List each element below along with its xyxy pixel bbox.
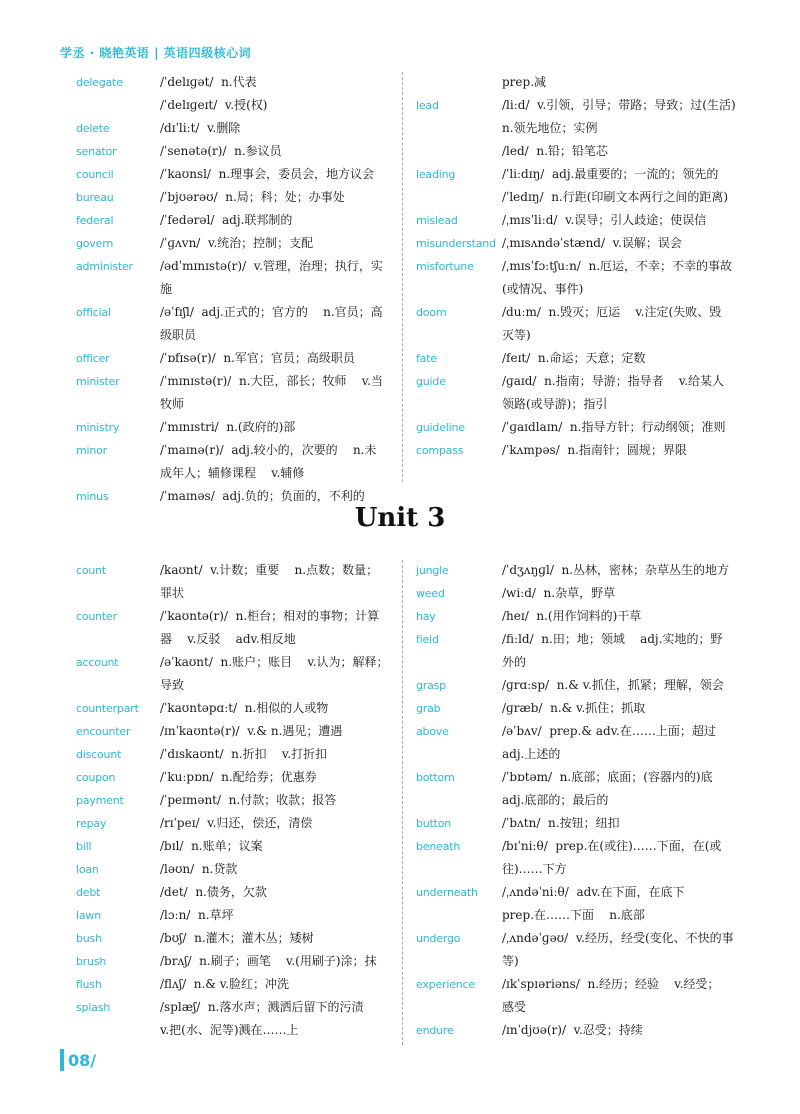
- definition-line: /ˈɡʌvn/ v.统治；控制；支配: [160, 236, 314, 250]
- definition-line: /ˈmɪnɪstri/ n.(政府的)部: [160, 420, 296, 434]
- headword: bush: [76, 932, 102, 945]
- vocab-entry: [416, 812, 746, 835]
- definition-line: 感受: [502, 1000, 527, 1014]
- headword: misunderstand: [416, 237, 496, 250]
- vocab-entry: [76, 347, 394, 370]
- definition-line: /flʌʃ/ n.& v.脸红；冲洗: [160, 977, 289, 991]
- headword: misfortune: [416, 260, 474, 273]
- definition-line: /liːd/ v.引领，引导；带路；导致；过(生活): [502, 98, 736, 112]
- definition-line: /led/ n.铅；铅笔芯: [502, 144, 608, 158]
- headword: field: [416, 633, 439, 646]
- definition-line: /ˈɡaɪdlaɪn/ n.指导方针；行动纲领；准则: [502, 420, 726, 434]
- headword: delegate: [76, 76, 123, 89]
- vocab-entry: [76, 163, 394, 186]
- headword: splash: [76, 1001, 111, 1014]
- headword: endure: [416, 1024, 454, 1037]
- vocab-entry: [416, 927, 746, 973]
- vocab-entry: [76, 71, 394, 117]
- headword: repay: [76, 817, 107, 830]
- vocab-entry: [76, 140, 394, 163]
- definition-line: /ˌmɪsʌndəˈstænd/ v.误解；误会: [502, 236, 682, 250]
- vocab-entry: [416, 720, 746, 766]
- book-header: 学丞 · 晓艳英语 | 英语四级核心词: [60, 46, 252, 60]
- definition-line: 导致: [160, 678, 185, 692]
- definition-line: /rɪˈpeɪ/ v.归还，偿还，清偿: [160, 816, 313, 830]
- vocab-entry: [416, 881, 746, 927]
- vocab-entry: [76, 605, 394, 651]
- definition-line: 等): [502, 954, 519, 968]
- definition-line: /ˈpeɪmənt/ n.付款；收款；报答: [160, 793, 337, 807]
- unit-title: Unit 3: [354, 503, 446, 533]
- vocab-entry: [416, 582, 746, 605]
- headword: underneath: [416, 886, 478, 899]
- headword: hay: [416, 610, 436, 623]
- headword: coupon: [76, 771, 116, 784]
- headword: undergo: [416, 932, 461, 945]
- definition-line: /wiːd/ n.杂草，野草: [502, 586, 616, 600]
- vocab-entry: [416, 232, 746, 255]
- vocab-entry: [416, 973, 746, 1019]
- definition-line: /ɡræb/ n.& v.抓住；抓取: [502, 701, 646, 715]
- definition-line: /əˈfɪʃl/ adj.正式的；官方的 n.官员；高: [160, 305, 383, 319]
- headword: senator: [76, 145, 117, 158]
- vocab-entry: [76, 186, 394, 209]
- vocab-entry: [416, 94, 746, 163]
- definition-line: adj.底部的；最后的: [502, 793, 609, 807]
- headword: experience: [416, 978, 475, 991]
- headword: loan: [76, 863, 99, 876]
- vocab-entry: [416, 697, 746, 720]
- headword: lawn: [76, 909, 101, 922]
- vocab-entry: [76, 927, 394, 950]
- vocab-entry: [76, 697, 394, 720]
- vocab-entry: [416, 674, 746, 697]
- headword: minor: [76, 444, 107, 457]
- definition-line: /det/ n.债务，欠款: [160, 885, 267, 899]
- headword: official: [76, 306, 111, 319]
- definition-line: /kaʊnt/ v.计数；重要 n.点数；数量；: [160, 563, 379, 577]
- definition-line: /ˈkaʊnsl/ n.理事会，委员会，地方议会: [160, 167, 375, 181]
- headword: federal: [76, 214, 114, 227]
- definition-line: /ˈledɪŋ/ n.行距(印刷文本两行之间的距离): [502, 190, 729, 204]
- definition-line: /ˈbɒtəm/ n.底部；底面；(容器内的)底: [502, 770, 713, 784]
- definition-line: /duːm/ n.毁灭；厄运 v.注定(失败、毁: [502, 305, 722, 319]
- definition-line: /ˈsenətə(r)/ n.参议员: [160, 144, 282, 158]
- definition-line: /ˈkuːpɒn/ n.配给券；优惠券: [160, 770, 317, 784]
- definition-line: (或情况、事件): [502, 282, 584, 296]
- vocab-entry: [76, 439, 394, 485]
- page-footer: [60, 1049, 96, 1071]
- headword: delete: [76, 122, 110, 135]
- vocab-entry: [416, 605, 746, 628]
- definition-line: 器 v.反驳 adv.相反地: [160, 632, 296, 646]
- vocab-entry: [76, 835, 394, 858]
- definition-line: /ˌmɪsˈfɔːtʃuːn/ n.厄运，不幸；不幸的事故: [502, 259, 733, 273]
- definition-line: /bʊʃ/ n.灌木；灌木丛；矮树: [160, 931, 314, 945]
- headword: govern: [76, 237, 114, 250]
- definition-line: /ɪnˈkaʊntə(r)/ v.& n.遇见；遭遇: [160, 724, 343, 738]
- headword: guideline: [416, 421, 465, 434]
- definition-line: /ɡaɪd/ n.指南；导游；指导者 v.给某人: [502, 374, 725, 388]
- definition-line: /əˈbʌv/ prep.& adv.在……上面；超过: [502, 724, 716, 738]
- headword: flush: [76, 978, 102, 991]
- vocab-entry: [416, 209, 746, 232]
- vocab-entry: [416, 439, 746, 462]
- vocab-entry: [76, 370, 394, 416]
- definition-line: /ˈmaɪnəs/ adj.负的；负面的，不利的: [160, 489, 365, 503]
- definition-line: 牧师: [160, 397, 185, 411]
- vocab-entry: [76, 766, 394, 789]
- definition-line: /bɪl/ n.账单；议案: [160, 839, 263, 853]
- headword: payment: [76, 794, 124, 807]
- definition-line: /bɪˈniːθ/ prep.在(或往)……下面，在(或: [502, 839, 722, 853]
- definition-line: /ˈɒfɪsə(r)/ n.军官；官员；高级职员: [160, 351, 355, 365]
- page-number: 08/: [68, 1050, 97, 1070]
- headword: account: [76, 656, 119, 669]
- definition-line: /fiːld/ n.田；地；领域 adj.实地的；野: [502, 632, 723, 646]
- vocab-entry: [76, 881, 394, 904]
- headword: discount: [76, 748, 122, 761]
- definition-line: 往)……下方: [502, 862, 567, 876]
- headword: fate: [416, 352, 437, 365]
- definition-line: /brʌʃ/ n.刷子；画笔 v.(用刷子)涂；抹: [160, 954, 377, 968]
- definition-line: /ˈkaʊntə(r)/ n.柜台；相对的事物；计算: [160, 609, 380, 623]
- vocab-entry: [76, 232, 394, 255]
- vocab-entry: [76, 209, 394, 232]
- headword: count: [76, 564, 107, 577]
- headword: grasp: [416, 679, 446, 692]
- vocab-entry: [76, 858, 394, 881]
- definition-line: prep.在……下面 n.底部: [502, 908, 645, 922]
- headword: doom: [416, 306, 447, 319]
- vocab-entry: [76, 720, 394, 743]
- headword: bottom: [416, 771, 455, 784]
- definition-line: /ɪnˈdjʊə(r)/ v.忍受；持续: [502, 1023, 643, 1037]
- headword: button: [416, 817, 452, 830]
- vocab-entry: [76, 743, 394, 766]
- definition-line: 外的: [502, 655, 527, 669]
- vocab-entry: [76, 559, 394, 605]
- definition-line: 罪状: [160, 586, 185, 600]
- headword: council: [76, 168, 114, 181]
- definition-line: /ˈdelɪɡət/ n.代表: [160, 75, 257, 89]
- definition-line: /ləʊn/ n.贷款: [160, 862, 238, 876]
- vocab-entry: [416, 163, 746, 209]
- definition-line: /splæʃ/ n.落水声；溅洒后留下的污渍: [160, 1000, 364, 1014]
- definition-line: /ˈdɪskaʊnt/ n.折扣 v.打折扣: [160, 747, 328, 761]
- headword: administer: [76, 260, 133, 273]
- headword: beneath: [416, 840, 461, 853]
- definition-line: adj.上述的: [502, 747, 561, 761]
- definition-line: v.把(水、泥等)溅在……上: [160, 1023, 299, 1037]
- vocab-entry: [416, 835, 746, 881]
- vocab-entry: [416, 559, 746, 582]
- vocab-entry: [416, 1019, 746, 1042]
- definition-line: /ˈbʌtn/ n.按钮；纽扣: [502, 816, 620, 830]
- vocab-entry: [76, 812, 394, 835]
- vocab-entry: [76, 651, 394, 697]
- definition-line: n.领先地位；实例: [502, 121, 598, 135]
- headword: encounter: [76, 725, 131, 738]
- vocab-entry: [416, 416, 746, 439]
- definition-line: /ˈfedərəl/ adj.联邦制的: [160, 213, 293, 227]
- column-divider-bottom: [402, 560, 403, 1045]
- vocab-entry: [76, 950, 394, 973]
- headword: guide: [416, 375, 446, 388]
- headword: grab: [416, 702, 441, 715]
- headword: counterpart: [76, 702, 139, 715]
- headword: minister: [76, 375, 120, 388]
- vocab-entry: [416, 301, 746, 347]
- definition-line: /ˈliːdɪŋ/ adj.最重要的；一流的；领先的: [502, 167, 719, 181]
- vocab-entry: [416, 370, 746, 416]
- definition-line: /ˌmɪsˈliːd/ v.误导；引人歧途；使误信: [502, 213, 707, 227]
- definition-line: /ɡrɑːsp/ n.& v.抓住，抓紧；理解，领会: [502, 678, 724, 692]
- vocab-entry: [76, 789, 394, 812]
- vocab-entry: [76, 301, 394, 347]
- headword: bill: [76, 840, 92, 853]
- definition-line: 级职员: [160, 328, 197, 342]
- definition-line: /lɔːn/ n.草坪: [160, 908, 234, 922]
- headword: weed: [416, 587, 445, 600]
- headword: counter: [76, 610, 117, 623]
- definition-line: /ɪkˈspɪəriəns/ n.经历；经验 v.经受；: [502, 977, 720, 991]
- headword: leading: [416, 168, 456, 181]
- vocab-entry: [76, 416, 394, 439]
- vocab-entry: [76, 255, 394, 301]
- vocab-entry: [416, 628, 746, 674]
- definition-line: /dɪˈliːt/ v.删除: [160, 121, 241, 135]
- headword: lead: [416, 99, 439, 112]
- headword: debt: [76, 886, 101, 899]
- entry-column-bottom-left: [76, 559, 394, 1042]
- definition-line: /heɪ/ n.(用作饲料的)干草: [502, 609, 642, 623]
- definition-line: /ˈmaɪnə(r)/ adj.较小的，次要的 n.未: [160, 443, 377, 457]
- definition-line: /ˈbjʊərəʊ/ n.局；科；处；办事处: [160, 190, 345, 204]
- entry-column-top-right: [416, 71, 746, 462]
- definition-line: /feɪt/ n.命运；天意；定数: [502, 351, 646, 365]
- definition-line: /ˈkaʊntəpɑːt/ n.相似的人或物: [160, 701, 329, 715]
- definition-line: /ˈdʒʌŋɡl/ n.丛林，密林；杂草丛生的地方: [502, 563, 730, 577]
- definition-line: prep.减: [502, 75, 547, 89]
- vocab-entry: [76, 973, 394, 996]
- headword: officer: [76, 352, 110, 365]
- headword: compass: [416, 444, 464, 457]
- footer-accent-bar: [60, 1049, 64, 1071]
- definition-line: 领路(或导游)；指引: [502, 397, 608, 411]
- vocab-entry: [416, 71, 746, 94]
- definition-line: /ˈkʌmpəs/ n.指南针；圆规；界限: [502, 443, 687, 457]
- vocab-entry: [76, 996, 394, 1042]
- definition-line: /ˌʌndəˈniːθ/ adv.在下面，在底下: [502, 885, 685, 899]
- definition-line: /ədˈmɪnɪstə(r)/ v.管理，治理；执行，实施: [160, 259, 383, 296]
- headword: brush: [76, 955, 107, 968]
- definition-line: /əˈkaʊnt/ n.账户；账目 v.认为；解释；: [160, 655, 389, 669]
- headword: ministry: [76, 421, 120, 434]
- definition-line: 成年人；辅修课程 v.辅修: [160, 466, 305, 480]
- definition-line: 灭等): [502, 328, 531, 342]
- vocab-entry: [416, 347, 746, 370]
- entry-column-top-left: [76, 71, 394, 508]
- headword: above: [416, 725, 449, 738]
- vocab-entry: [416, 766, 746, 812]
- vocab-entry: [76, 904, 394, 927]
- vocab-entry: [416, 255, 746, 301]
- headword: bureau: [76, 191, 114, 204]
- column-divider-top: [402, 72, 403, 482]
- headword: jungle: [416, 564, 449, 577]
- entry-column-bottom-right: [416, 559, 746, 1042]
- definition-line: /ˈdelɪɡeɪt/ v.授(权): [160, 98, 268, 112]
- vocab-entry: [76, 117, 394, 140]
- definition-line: /ˌʌndəˈɡəʊ/ v.经历，经受(变化、不快的事: [502, 931, 734, 945]
- headword: mislead: [416, 214, 458, 227]
- definition-line: /ˈmɪnɪstə(r)/ n.大臣，部长；牧师 v.当: [160, 374, 383, 388]
- headword: minus: [76, 490, 109, 503]
